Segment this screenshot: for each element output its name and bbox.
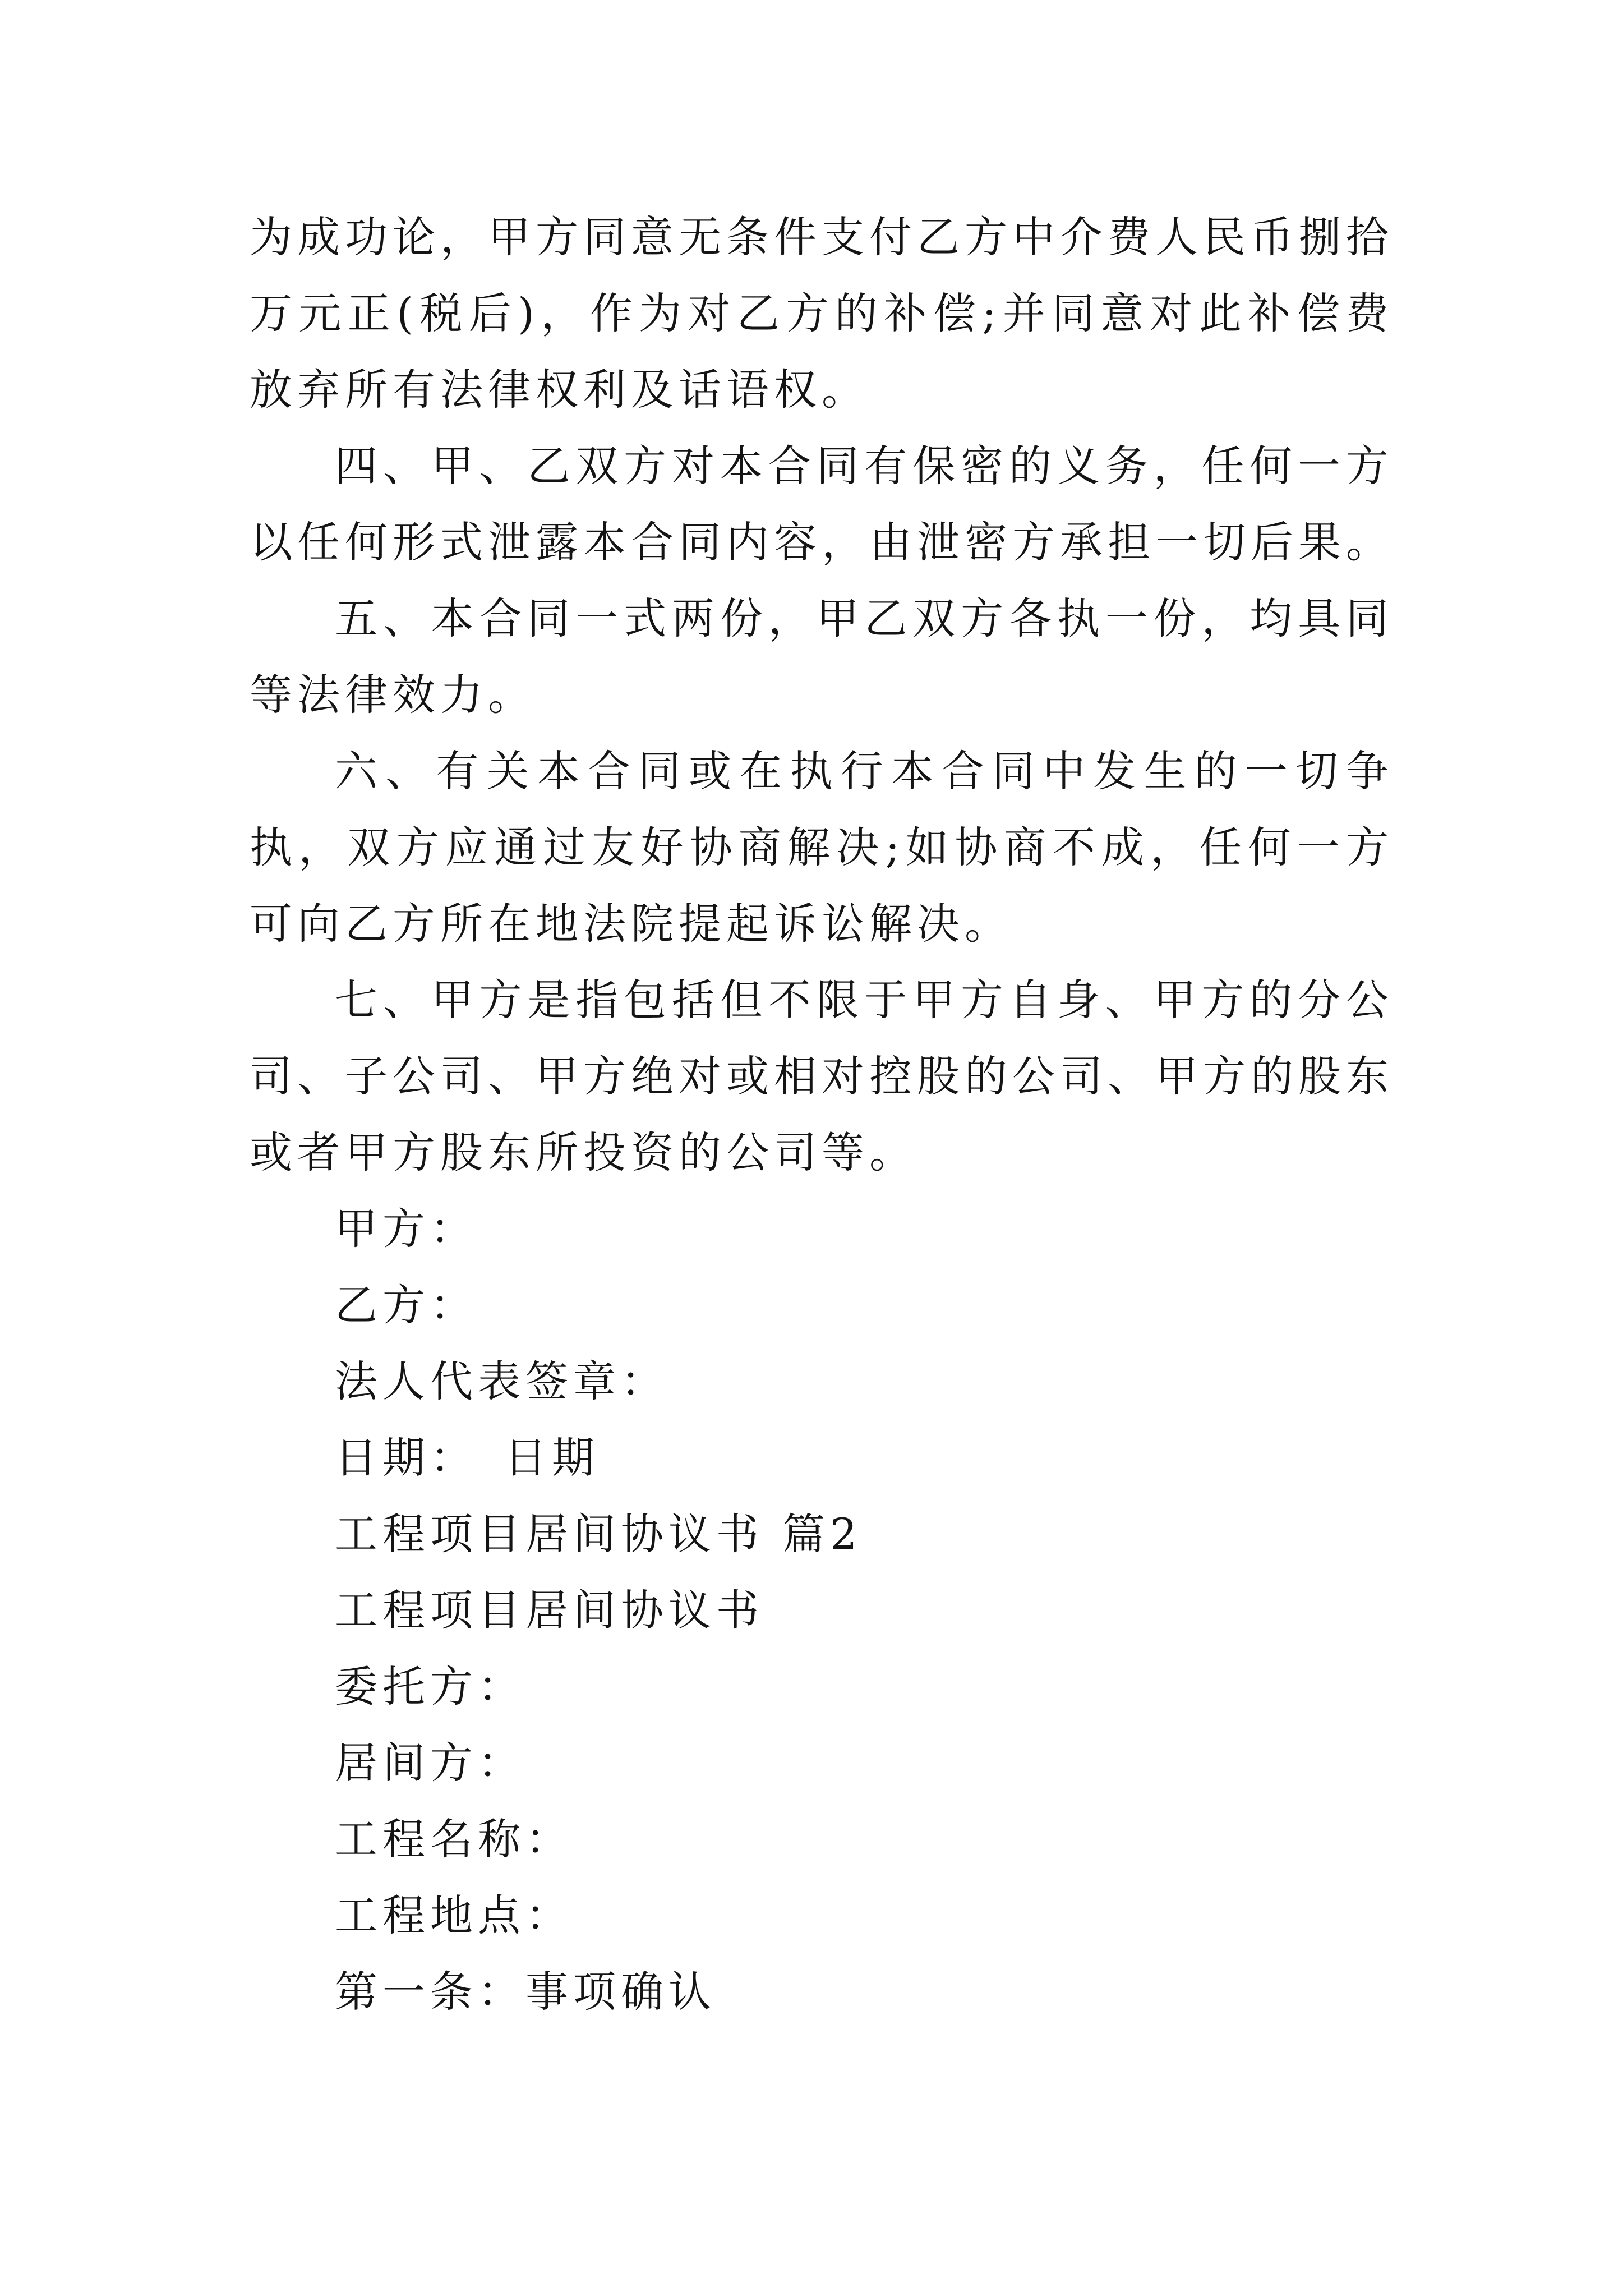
date-line: 日期： 日期	[335, 1433, 600, 1483]
document-body	[250, 199, 1394, 2030]
intermediary-field: 居间方：	[335, 1738, 525, 1788]
project-name-field: 工程名称：	[335, 1814, 573, 1864]
clause-five: 五、本合同一式两份，甲乙双方各执一份，均具同等法律效力。	[250, 593, 1394, 720]
party-a-signature-line: 甲方：	[335, 1204, 478, 1254]
project-location-field: 工程地点：	[335, 1890, 573, 1940]
clause-seven: 七、甲方是指包括但不限于甲方自身、甲方的分公司、子公司、甲方绝对或相对控股的公司、甲方的股东或者甲方股东所投资的公司等。	[250, 975, 1394, 1177]
clause-six: 六、有关本合同或在执行本合同中发生的一切争执，双方应通过友好协商解决;如协商不成，任何一方可向乙方所在地法院提起诉讼解决。	[250, 746, 1394, 949]
legal-representative-line: 法人代表签章：	[335, 1356, 668, 1406]
clause-four: 四、甲、乙双方对本合同有保密的义务，任何一方以任何形式泄露本合同内容，由泄密方承担一切后果。	[250, 441, 1394, 567]
document-title: 工程项目居间协议书	[335, 1585, 764, 1635]
party-b-signature-line: 乙方：	[335, 1280, 478, 1330]
continuation-paragraph: 为成功论，甲方同意无条件支付乙方中介费人民币捌拾万元正(税后)，作为对乙方的补偿;并同意对此补偿费放弃所有法律权利及话语权。	[250, 212, 1394, 415]
client-field: 委托方：	[335, 1662, 525, 1711]
section-heading: 工程项目居间协议书 篇2	[335, 1509, 863, 1559]
article-one-heading: 第一条：事项确认	[335, 1967, 716, 2017]
